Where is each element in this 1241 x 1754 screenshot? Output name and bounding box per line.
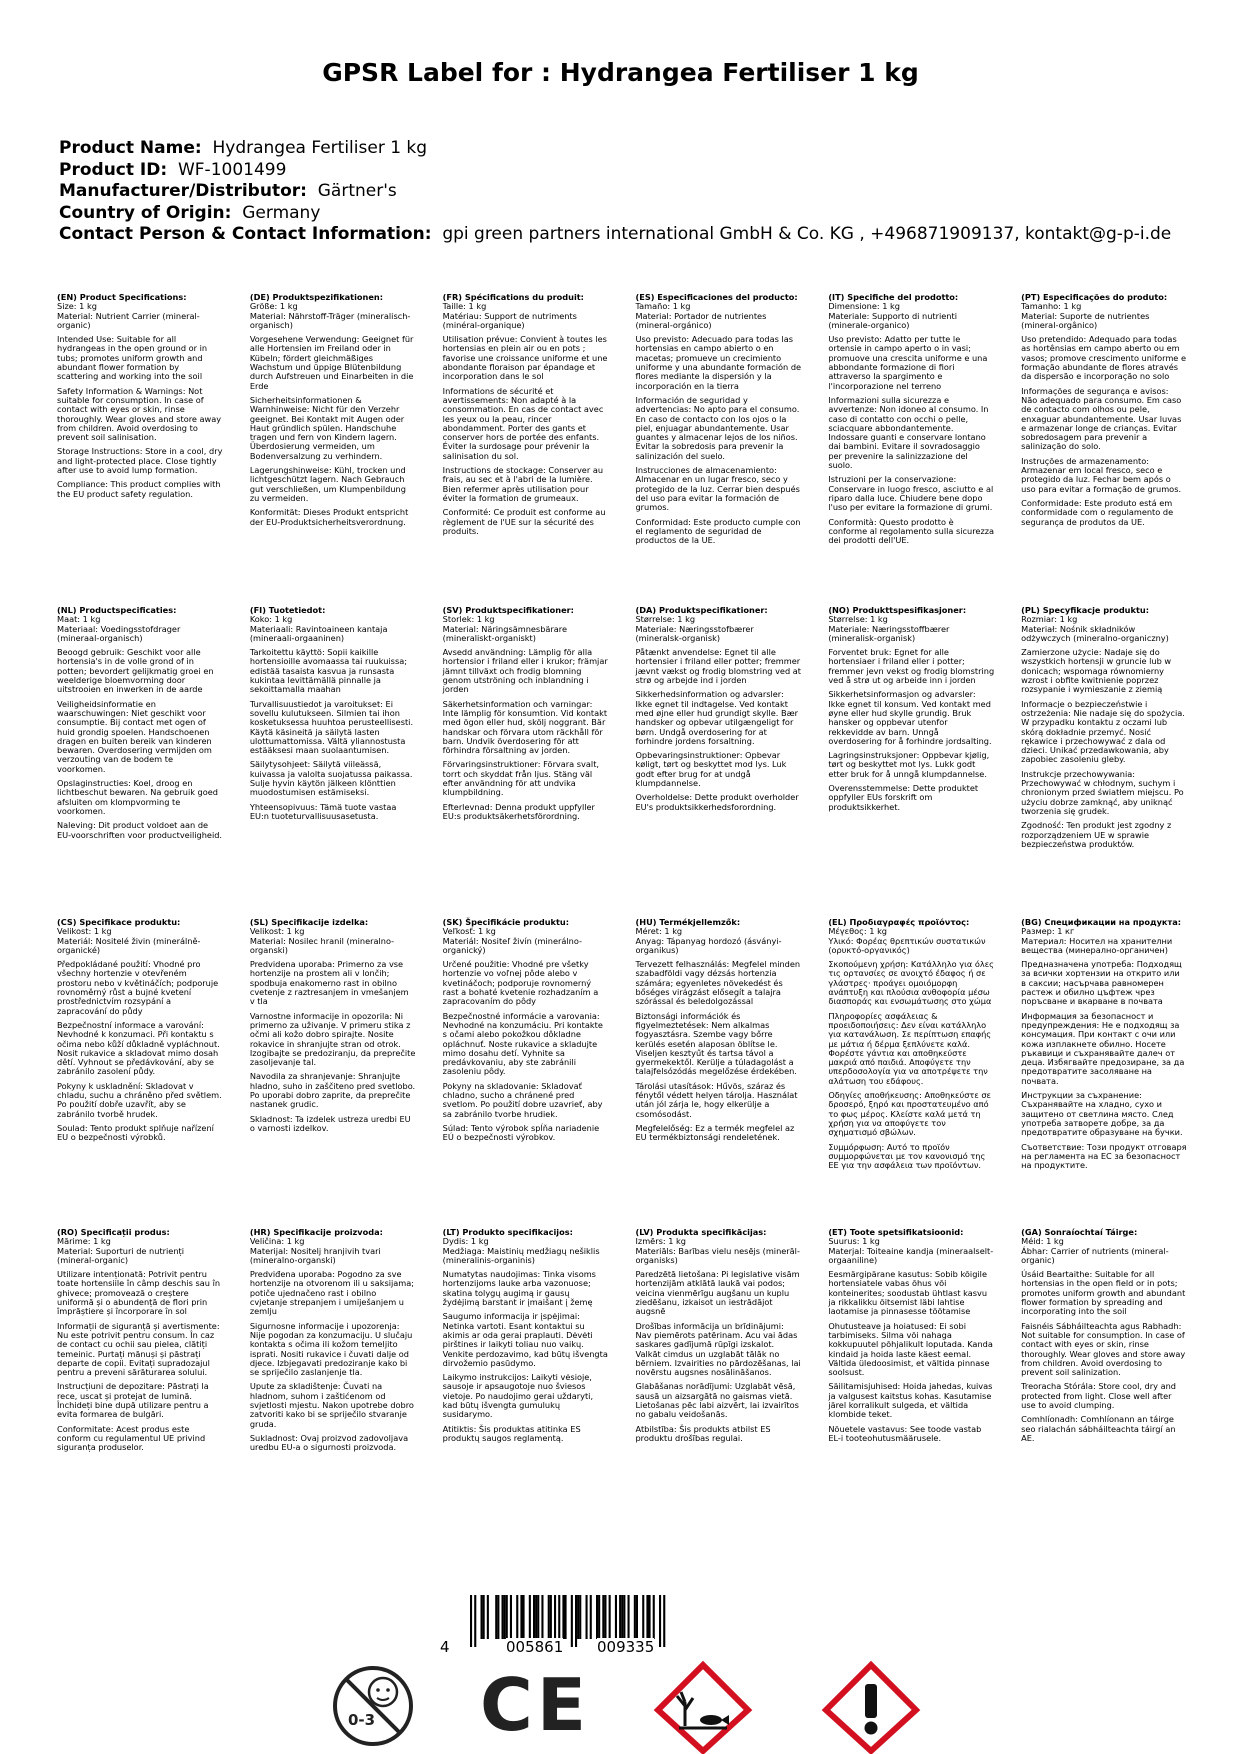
- language-block: [57, 293, 223, 550]
- language-block-paragraph: Maat: 1 kg: [57, 614, 101, 625]
- language-block-paragraph: Sikkerhedsinformation og advarsler: Ikke egnet til indtagelse. Ved kontakt med øjne eller hud grundigt skylle. Bær handsker og opbevar utilgængeligt for børn. Undgå overdosering for at forhindre jordens forsaltning.: [635, 689, 798, 746]
- language-block-paragraph: Predviđena uporaba: Pogodno za sve hortenzije na otvorenom ili u saksijama; potiče ujednačeno rast i obilno cvjetanje strepanjem i umiješanjem u zemlju: [249, 1269, 415, 1317]
- language-block-paragraph: Zgodność: Ten produkt jest zgodny z rozporządzeniem UE w sprawie bezpieczeństwa produktów.: [1021, 820, 1172, 849]
- language-blocks-row: [57, 606, 1187, 854]
- language-block-paragraph: Upute za skladištenje: Čuvati na hladnom, suhom i zaštićenom od svjetlosti mjestu. Nakon upotrebe dobro zatvoriti kako bi se spriječilo stvaranje gruda.: [249, 1381, 414, 1429]
- language-block-heading: (EL) Προδιαγραφές προϊόντος:: [828, 917, 970, 927]
- language-block-paragraph: Skladnost: Ta izdelek ustreza uredbi EU o varnosti izdelkov.: [249, 1113, 411, 1133]
- contact-value: gpi green partners international GmbH & Co. KG , +496871909137, kontakt@g-p-i.de: [442, 224, 1172, 244]
- language-block-paragraph: Material: Suporte de nutrientes (mineral-orgânico): [1021, 310, 1150, 330]
- manufacturer-row: [59, 181, 1171, 203]
- language-block-paragraph: Koko: 1 kg: [249, 614, 293, 625]
- language-block-paragraph: Sikkerhetsinformasjon og advarsler: Ikke egnet til konsum. Ved kontakt med øyne eller hud skylle grundig. Bruk hansker og oppbevar utenfor rekkevidde av barn. Unngå overdosering for å forhindre jordsalting.: [828, 689, 992, 746]
- language-block-paragraph: Υλικό: Φορέας θρεπτικών συστατικών (ορυκτό-οργανικός): [828, 935, 986, 955]
- language-block-paragraph: Veľkosť: 1 kg: [442, 926, 496, 937]
- language-block-paragraph: Съответствие: Този продукт отговаря на регламента на ЕС за безопасност на продуктите.: [1021, 1141, 1187, 1171]
- barcode-bar: [609, 1595, 611, 1639]
- language-block-paragraph: Sukladnost: Ovaj proizvod zadovoljava uredbu EU-a o sigurnosti proizvoda.: [249, 1432, 409, 1453]
- language-blocks-row: [57, 918, 1187, 1175]
- language-block-paragraph: Súlad: Tento výrobok spĺňa nariadenie EÚ o bezpečnosti výrobkov.: [442, 1122, 600, 1143]
- barcode-bar: [554, 1595, 556, 1639]
- language-block-paragraph: Medžiaga: Maistinių medžiagų nešiklis (mineralinis-organinis): [442, 1245, 600, 1265]
- language-block: [635, 606, 801, 854]
- language-block-paragraph: Μέγεθος: 1 kg: [828, 926, 888, 937]
- barcode-bar: [483, 1595, 485, 1639]
- language-block-paragraph: Materiaali: Ravintoaineen kantaja (mineraali-orgaaninen): [249, 623, 388, 643]
- language-block-paragraph: Lagringsinstruksjoner: Oppbevar kjølig, tørt og beskyttet mot lys. Lukk godt etter bruk for å unngå klumpdannelse.: [828, 750, 990, 779]
- language-block-paragraph: Lagerungshinweise: Kühl, trocken und lichtgeschützt lagern. Nach Gebrauch gut verschließen, um Klumpenbildung zu vermeiden.: [249, 465, 406, 503]
- language-block: [250, 1228, 416, 1458]
- language-block-heading: (GA) Sonraíochtaí Táirge:: [1021, 1227, 1138, 1237]
- language-block-paragraph: Предназначена употреба: Подходящ за всички хортензии на открито или в саксии; насърчава равномерен растеж и обилно цъфтеж чрез поръсване и вкарване в почвата: [1021, 959, 1182, 1007]
- language-block-paragraph: Soulad: Tento produkt splňuje nařízení EU o bezpečnosti výrobků.: [57, 1122, 214, 1143]
- manufacturer-label: Manufacturer/Distributor:: [59, 181, 307, 201]
- language-block-paragraph: Méid: 1 kg: [1021, 1236, 1064, 1247]
- barcode-bar: [596, 1595, 598, 1639]
- language-block-paragraph: Safety Information & Warnings: Not suitable for consumption. In case of contact with eyes or skin, rinse thoroughly. Wear gloves and store away from children. Avoid overdosing to prevent soil salinisation.: [57, 385, 222, 443]
- language-block-paragraph: Vorgesehene Verwendung: Geeignet für alle Hortensien im Freiland oder in Kübeln; fördert gleichmäßiges Wachstum und üppige Blütenbildung durch Aufstreuen und Einarbeiten in die Erde: [249, 334, 414, 391]
- language-block-paragraph: Conformité: Ce produit est conforme au règlement de l'UE sur la sécurité des produits.: [442, 507, 606, 536]
- barcode-bar: [571, 1595, 573, 1647]
- language-block: [828, 606, 994, 854]
- language-block: [1021, 918, 1187, 1175]
- language-block-paragraph: Navodila za shranjevanje: Shranjujte hladno, suho in zaščiteno pred svetlobo. Po uporabi dobro zaprite, da preprečite nastanek grudic.: [249, 1071, 416, 1110]
- language-block: [828, 1228, 994, 1458]
- language-block-paragraph: Izmērs: 1 kg: [635, 1236, 686, 1247]
- language-block-paragraph: Pokyny k uskladnění: Skladovat v chladu, suchu a chráněno před světlem. Po použití dobře uzavřít, aby se zabránilo tvorbě hrudek.: [57, 1080, 222, 1119]
- language-block-paragraph: Material: Nosilec hranil (mineralno-organski): [249, 935, 395, 955]
- language-block: [57, 1228, 223, 1458]
- language-block-heading: (PT) Especificações do produto:: [1021, 292, 1168, 302]
- language-block-paragraph: Påtænkt anvendelse: Egnet til alle hortensier i friland eller potter; fremmer jævnt vækst og frodig blomstring ved at strø og arbejde ind i jorden: [635, 647, 801, 686]
- language-block-heading: (HU) Termékjellemzők:: [635, 917, 741, 927]
- language-block-paragraph: Bezpečnostní informace a varování: Nevhodné k konzumaci. Při kontaktu s očima nebo kůží důkladně vypláchnout. Nosit rukavice a skladovat mimo dosah dětí. Vyhnout se předávkování, aby se zabránilo zasolení půdy.: [57, 1019, 220, 1077]
- language-block-paragraph: Turvallisuustiedot ja varoitukset: Ei sovellu kulutukseen. Silmien tai ihon kosketuksessa huuhtoa perusteellisesti. Käytä käsineitä ja säilytä lasten ulottumattomissa. Vältä yliannostusta estääksesi maan suolaantumisen.: [249, 698, 414, 756]
- language-block-paragraph: Información de seguridad y advertencias: No apto para el consumo. En caso de contacto con los ojos o la piel, enjuagar abundantemente. Usar guantes y almacenar lejos de los niños. Evitar la sobredosis para prevenir la salinización del suelo.: [635, 394, 800, 461]
- language-block-heading: (EN) Product Specifications:: [57, 292, 187, 302]
- language-block-paragraph: Drošības informācija un brīdinājumi: Nav piemērots patērinam. Acu vai ādas saskares gadījumā rūpīgi izskalot. Valkāt cimdus un uzglabāt tālāk no bērniem. Izvairities no pārdozēšanas, lai novērstu augsnes nosālināšanos.: [635, 1320, 801, 1378]
- language-block-paragraph: Instrucciones de almacenamiento: Almacenar en un lugar fresco, seco y protegido de la luz. Cerrar bien después del uso para evitar la formación de grumos.: [635, 465, 800, 513]
- ean-barcode: [440, 1595, 700, 1655]
- barcode-bar: [621, 1595, 623, 1639]
- language-block-paragraph: Materiale: Næringsstofbærer (mineralsk-organisk): [635, 623, 754, 643]
- barcode-first-digit: 4: [440, 1638, 450, 1656]
- language-block-heading: (NL) Productspecificaties:: [57, 605, 177, 615]
- language-block-paragraph: Avsedd användning: Lämplig för alla hortensior i friland eller i krukor; främjar jämnt tillväxt och frodig blomning genom utströning och inblandning i jorden: [442, 647, 608, 695]
- language-block-paragraph: Comhlíonadh: Comhlíonann an táirge seo rialachán sábháilteachta táirgí an AE.: [1021, 1414, 1176, 1443]
- document-title: GPSR Label for : Hydrangea Fertiliser 1 kg: [322, 58, 919, 87]
- language-block-paragraph: Sicherheitsinformationen & Warnhinweise: Nicht für den Verzehr geeignet. Bei Kontakt mit Augen oder Haut gründlich spülen. Handschuhe tragen und fern von Kindern lagern. Überdosierung vermeiden, um Bodenversalzung zu verhindern.: [249, 394, 405, 461]
- language-block-paragraph: Atbilstība: Šis produkts atbilst ES produktu drošības regulai.: [635, 1423, 771, 1443]
- language-block-paragraph: Uso previsto: Adatto per tutte le ortensie in campo aperto o in vasi; promuove una crescita uniforme e una abbondante formazione di fiori attraverso la spargimento e l'incorporazione nel terreno: [828, 334, 988, 391]
- language-block-paragraph: Informații de siguranță și avertismente: Nu este potrivit pentru consum. În caz de contact cu ochii sau pielea, clătiți temeinic. Purtați mănuși și păstrați departe de copii. Evitați supradozajul pentru a preveni sărăturarea solului.: [57, 1320, 220, 1378]
- language-block-heading: (SK) Špecifikácie produktu:: [442, 917, 569, 927]
- language-block-paragraph: Efterlevnad: Denna produkt uppfyller EU:s produktsäkerhetsförordning.: [442, 801, 595, 821]
- language-block: [250, 918, 416, 1175]
- barcode-left-digits: 005861: [506, 1638, 564, 1656]
- language-block-paragraph: Storage Instructions: Store in a cool, dry and light-protected place. Close tightly after use to avoid lump formation.: [57, 446, 223, 476]
- barcode-bar: [502, 1595, 504, 1639]
- barcode-bar: [497, 1595, 499, 1639]
- language-block-paragraph: Информация за безопасност и предупреждения: Не е подходящ за консумация. При контакт с очи или кожа изплакнете обилно. Носете ръкавици и съхранявайте далеч от деца. Избягвайте предозиране, за да предотвратите засоляване на почвата.: [1021, 1010, 1185, 1086]
- barcode-bar: [550, 1595, 552, 1639]
- language-block-paragraph: Zamierzone użycie: Nadaje się do wszystkich hortensji w gruncie lub w donicach; wspomaga równomierny wzrost i obfite kwitnienie poprzez rozsypanie i wymieszanie z ziemią: [1021, 647, 1172, 695]
- product-id-label: Product ID:: [59, 159, 168, 180]
- language-block: [635, 293, 801, 550]
- language-block-paragraph: Material: Suporturi de nutrienți (mineral-organic): [57, 1245, 185, 1265]
- language-block-paragraph: Material: Nährstoff-Träger (mineralisch-organisch): [249, 310, 411, 330]
- language-block-paragraph: Matériau: Support de nutriments (minéral-organique): [442, 310, 577, 330]
- language-block-paragraph: Informacje o bezpieczeństwie i ostrzeżenia: Nie nadaje się do spożycia. W przypadku kontaktu z oczami lub skórą dokładnie przemyć. Nosić rękawice i przechowywać z dala od dzieci. Unikać przedawkowania, aby zapobiec zasoleniu gleby.: [1021, 698, 1185, 765]
- language-block-paragraph: Dydis: 1 kg: [442, 1236, 489, 1247]
- barcode-bar: [541, 1595, 543, 1639]
- language-block: [1021, 606, 1187, 854]
- language-block: [1021, 293, 1187, 550]
- language-block-paragraph: Materjal: Toiteaine kandja (mineraalselt-orgaaniline): [828, 1245, 994, 1265]
- language-block-paragraph: Úsáid Beartaithe: Suitable for all hortensias in the open field or in pots; promotes uniform growth and abundant flower formation by spreading and incorporating into the soil: [1021, 1269, 1186, 1317]
- language-block-paragraph: Předpokládané použití: Vhodné pro všechny hortenzie v otevřeném prostoru nebo v květináčích; podporuje rovnoměrný růst a bujné kvetení prostřednictvím rozsypání a zapracování do půdy: [57, 959, 219, 1016]
- language-block-heading: (ET) Toote spetsifikatsioonid:: [828, 1227, 964, 1237]
- language-block-paragraph: Yhteensopivuus: Tämä tuote vastaa EU:n tuoteturvallisuusasetusta.: [249, 801, 397, 821]
- language-block-paragraph: Instructions de stockage: Conserver au frais, au sec et à l'abri de la lumière. Bien refermer après utilisation pour éviter la formation de grumeaux.: [442, 465, 604, 503]
- language-block-paragraph: Conformitate: Acest produs este conform cu regulamentul UE privind siguranța produselor.: [57, 1423, 206, 1453]
- language-block-paragraph: Megfelelőség: Ez a termék megfelel az EU termékbiztonsági rendeletének.: [635, 1122, 795, 1143]
- language-block-paragraph: Συμμόρφωση: Αυτό το προϊόν συμμορφώνεται με τον κανονισμό της ΕΕ για την ασφάλεια των προϊόντων.: [828, 1141, 986, 1171]
- language-block-paragraph: Suurus: 1 kg: [828, 1236, 880, 1247]
- language-block-paragraph: Tarkoitettu käyttö: Sopii kaikille hortensioille avomaassa tai ruukuissa; edistää tasaista kasvua ja runsasta kukintaa levittämällä pinnalle ja sekoittamalla maahan: [249, 647, 407, 695]
- barcode-bar: [506, 1595, 508, 1639]
- language-block-paragraph: Eesmärgipärane kasutus: Sobib kõigile hortensiatele vabas õhus või konteinerites; soodustab ühtlast kasvu ja rikkalikku õitsemist läbi lahtise laotamise ja pinnasesse töötamise: [828, 1269, 988, 1317]
- barcode-bar: [516, 1595, 518, 1639]
- barcode-bar: [481, 1595, 483, 1639]
- barcode-bar: [663, 1595, 665, 1647]
- language-block-paragraph: Материал: Носител на хранителни вещества (минерално-органичен): [1021, 935, 1173, 955]
- language-block-paragraph: Instrukcje przechowywania: Przechowywać w chłodnym, suchym i chronionym przed światłem miejscu. Po użyciu dobrze zamknąć, aby uniknąć tworzenia się grudek.: [1021, 768, 1184, 816]
- barcode-bar: [537, 1595, 539, 1639]
- language-block-paragraph: Material: Näringsämnesbärare (mineraliskt-organiskt): [442, 623, 568, 643]
- product-name-value: Hydrangea Fertiliser 1 kg: [212, 138, 428, 158]
- language-block-heading: (SV) Produktspecifikationer:: [442, 605, 574, 615]
- language-block: [57, 606, 223, 854]
- language-block-paragraph: Utilisation prévue: Convient à toutes les hortensias en plein air ou en pots ; favorise une croissance uniforme et une abondante floraison par épandage et incorporation dans le sol: [442, 334, 608, 382]
- barcode-bar: [523, 1595, 525, 1639]
- language-block-heading: (LV) Produkta specifikācijas:: [635, 1227, 767, 1237]
- barcode-bar: [510, 1595, 512, 1639]
- age-range-text: 0-3: [348, 1711, 376, 1729]
- language-block: [635, 1228, 801, 1458]
- language-block-paragraph: Anyag: Tápanyag hordozó (ásványi-organikus): [635, 935, 782, 955]
- barcode-bar: [590, 1595, 592, 1639]
- language-block-paragraph: Инструкции за съхранение: Съхранявайте на хладно, сухо и защитено от светлина място. След употреба затворете добре, за да предотвратите образуване на бучки.: [1021, 1090, 1183, 1138]
- barcode-bar: [623, 1595, 625, 1639]
- language-block-paragraph: Beoogd gebruik: Geschikt voor alle hortensia's in de volle grond of in potten; bevordert gelijkmatig groei en weelderige bloemvorming door uitstrooien en inwerken in de aarde: [57, 647, 214, 695]
- language-block-heading: (LT) Produkto specifikacijos:: [442, 1227, 573, 1237]
- language-block-paragraph: Paredzētā lietošana: Pi legislative visām hortenzijām atklātā laukā vai podos; veicina vienmērīgu augšanu un kuplu ziedēšanu, izkaisot un iestrādājot augsnē: [635, 1269, 800, 1317]
- language-block-paragraph: Uso pretendido: Adequado para todas as hortênsias em campo aberto ou em vasos; promove crescimento uniforme e formação abundante de flores através da dispersão e incorporação no solo: [1021, 334, 1186, 382]
- language-block-paragraph: Οδηγίες αποθήκευσης: Αποθηκεύστε σε δροσερό, ξηρό και προστατευμένο από το φως μέρος. Κλείστε καλά μετά τη χρήση για να αποφύγετε τον σχηματισμό σβώλων.: [828, 1090, 991, 1138]
- language-block-paragraph: Tamanho: 1 kg: [1021, 301, 1082, 312]
- language-block-paragraph: Numatytas naudojimas: Tinka visoms hortenzijoms lauke arba vazonuose; skatina tolygų augimą ir gausų žydėjimą barstant ir įmaišant į žemę: [442, 1269, 596, 1308]
- language-block: [443, 1228, 609, 1458]
- language-block-paragraph: Πληροφορίες ασφάλειας & προειδοποιήσεις: Δεν είναι κατάλληλο για κατανάλωση. Σε περίπτωση επαφής με μάτια ή δέρμα ξεπλύνετε καλά. Φορέστε γάντια και αποθηκεύστε μακριά από παιδιά. Αποφύγετε την υπερδοσολογία για να αποτρέψετε την αλάτωση του εδάφους.: [828, 1010, 992, 1086]
- barcode-bar: [579, 1595, 581, 1639]
- barcode-bar: [533, 1595, 535, 1639]
- barcode-bar: [649, 1595, 651, 1639]
- language-block-paragraph: Bezpečnostné informácie a varovania: Nevhodné na konzumáciu. Pri kontakte s očami alebo pokožkou dôkladne opláchnuť. Noste rukavice a skladujte mimo dosahu detí. Vyhnite sa predávkovaniu, aby ste zabránili zasoleniu pôdy.: [442, 1010, 603, 1077]
- language-block-heading: (FI) Tuotetiedot:: [249, 605, 326, 615]
- language-block: [1021, 1228, 1187, 1458]
- barcode-bar: [548, 1595, 550, 1639]
- barcode-bar: [615, 1595, 617, 1639]
- product-id-row: [59, 160, 1171, 182]
- language-block-paragraph: Tamaño: 1 kg: [635, 301, 691, 312]
- language-block-heading: (CS) Specifikace produktu:: [57, 917, 181, 927]
- barcode-bar: [586, 1595, 588, 1639]
- language-block-paragraph: Overensstemmelse: Dette produktet oppfyller EUs forskrift om produktsikkerhet.: [828, 783, 979, 812]
- language-block-heading: (NO) Produkttspesifikasjoner:: [828, 605, 967, 615]
- barcode-bar: [504, 1595, 506, 1639]
- language-block-paragraph: Overholdelse: Dette produkt overholder EU's produktsikkerhedsforordning.: [635, 792, 799, 812]
- language-block-paragraph: Varnostne informacije in opozorila: Ni primerno za uživanje. V primeru stika z očmi ali kožo dobro spirajte. Nosite rokavice in shranjujte stran od otrok. Izogibajte se predoziranju, da preprečite zasoljevanje tal.: [249, 1010, 416, 1068]
- language-block-paragraph: Velikost: 1 kg: [57, 926, 112, 937]
- language-block: [828, 293, 994, 550]
- language-block: [828, 918, 994, 1175]
- language-block-paragraph: Velikost: 1 kg: [249, 926, 305, 937]
- barcode-bar: [470, 1595, 472, 1647]
- barcode-bar: [628, 1595, 630, 1639]
- language-block-paragraph: Säkerhetsinformation och varningar: Inte lämplig för konsumtion. Vid kontakt med ögon eller hud, skölj noggrant. Bär handskar och förvara utom räckhåll för barn. Undvik överdosering för att förhindra försaltning av jorden.: [442, 698, 608, 756]
- barcode-bar: [619, 1595, 621, 1639]
- environment-hazard-pictogram-icon: [655, 1662, 751, 1754]
- language-block-paragraph: Säilytysohjeet: Säilytä viileässä, kuivassa ja valolta suojatussa paikassa. Sulje hyvin käytön jälkeen klönttien muodostumisen estämiseksi.: [249, 759, 413, 798]
- language-block-paragraph: Förvaringsinstruktioner: Förvara svalt, torrt och skyddat från ljus. Stäng väl efter användning för att undvika klumpbildning.: [442, 759, 600, 798]
- language-block-paragraph: Treoracha Stórála: Store cool, dry and protected from light. Close well after use to avoid clumping.: [1021, 1381, 1176, 1411]
- barcode-bar: [487, 1595, 489, 1639]
- language-block: [443, 293, 609, 550]
- barcode-bar: [535, 1595, 537, 1639]
- barcode-bar: [577, 1595, 579, 1639]
- barcode-bar: [636, 1595, 638, 1639]
- language-block-heading: (IT) Specifiche del prodotto:: [828, 292, 959, 302]
- language-block-paragraph: Materiał: Nośnik składników odżywczych (mineralno-organiczny): [1021, 623, 1169, 643]
- language-block-paragraph: Rozmiar: 1 kg: [1021, 614, 1078, 625]
- language-block: [250, 293, 416, 550]
- language-block-paragraph: Conformidade: Este produto está em conformidade com o regulamento de segurança de produtos da UE.: [1021, 497, 1174, 527]
- language-block-paragraph: Tárolási utasítások: Hűvös, száraz és fénytől védett helyen tárolja. Használat után jól zárja le, hogy elkerülje a csomósodást.: [635, 1080, 798, 1119]
- language-block-paragraph: Størrelse: 1 kg: [635, 614, 696, 625]
- barcode-right-digits: 009335: [597, 1638, 655, 1656]
- language-block-paragraph: Materiaal: Voedingsstofdrager (mineraal-organisch): [57, 623, 181, 643]
- language-block-paragraph: Opbevaringsinstruktioner: Opbevar køligt, tørt og beskyttet mod lys. Luk godt efter brug for at undgå klumpdannelse.: [635, 750, 787, 789]
- language-block-paragraph: Size: 1 kg: [57, 301, 97, 312]
- language-block-paragraph: Säilitamisjuhised: Hoida jahedas, kuivas ja valgusest kaitstus kohas. Kasutamise järel korralikult sulgeda, et vältida klombide teket.: [828, 1381, 993, 1420]
- language-block-paragraph: Σκοπούμενη χρήση: Κατάλληλο για όλες τις ορτανσίες σε ανοιχτό έδαφος ή σε γλάστρες· προάγει ομοιόμορφη ανάπτυξη και πλούσια ανθοφορία μέσω διασποράς και ενσωμάτωσης στο χώμα: [828, 959, 994, 1007]
- language-block-paragraph: Predvidena uporaba: Primerno za vse hortenzije na prostem ali v lončih; spodbuja enakomerno rast in obilno cvetenje z raztresanjem in vmešanjem v tla: [249, 959, 409, 1007]
- language-block-paragraph: Materiál: Nositelé živin (minerálně-organické): [57, 935, 201, 955]
- language-block-paragraph: Instrucțiuni de depozitare: Păstrați la rece, uscat și protejat de lumină. Închideți bine după utilizare pentru a evita formarea de bulgări.: [57, 1381, 209, 1420]
- language-block-paragraph: Uso previsto: Adecuado para todas las hortensias en campo abierto o en macetas; promueve un crecimiento uniforme y una abundante formación de flores mediante la dispersión y la incorporación en la tierra: [635, 334, 802, 391]
- country-value: Germany: [242, 202, 321, 223]
- language-block-heading: (ES) Especificaciones del producto:: [635, 292, 798, 302]
- barcode-bar: [558, 1595, 560, 1639]
- language-blocks-row: [57, 1228, 1187, 1458]
- safety-symbols: [0, 1662, 1241, 1754]
- barcode-bar: [604, 1595, 606, 1639]
- language-block-paragraph: Ohutusteave ja hoiatused: Ei sobi tarbimiseks. Silma või nahaga kokkupuutel põhjalikult loputada. Kanda kindaid ja hoida laste käest eemal. Vältida üledoosimist, et vältida pinnase soolsust.: [828, 1320, 993, 1378]
- ce-mark-icon: [479, 1662, 591, 1747]
- barcode-bar: [529, 1595, 531, 1639]
- language-block-paragraph: Mărime: 1 kg: [57, 1236, 111, 1247]
- barcode-bar: [634, 1595, 636, 1639]
- barcode-bar: [562, 1595, 564, 1639]
- language-block-paragraph: Størrelse: 1 kg: [828, 614, 888, 625]
- language-block-paragraph: Conformidad: Este producto cumple con el reglamento de seguridad de productos de la UE.: [635, 516, 801, 546]
- language-block: [635, 918, 801, 1175]
- language-block-paragraph: Veličina: 1 kg: [249, 1236, 305, 1247]
- language-block: [250, 606, 416, 854]
- not-for-children-0-3-icon: [331, 1662, 415, 1750]
- language-block: [443, 606, 609, 854]
- barcode-bar: [653, 1595, 655, 1639]
- product-id-value: WF-1001499: [177, 159, 287, 180]
- barcode-bar: [495, 1595, 497, 1639]
- language-block-paragraph: Materiāls: Barības vielu nesējs (minerāl-organisks): [635, 1245, 800, 1265]
- barcode-bar: [598, 1595, 600, 1639]
- product-name-label: Product Name:: [59, 138, 202, 158]
- language-block-paragraph: Storlek: 1 kg: [442, 614, 495, 625]
- language-blocks-row: [57, 293, 1187, 550]
- language-block-heading: (BG) Спецификации на продукта:: [1021, 917, 1182, 927]
- language-block-paragraph: Veiligheidsinformatie en waarschuwingen: Niet geschikt voor consumptie. Bij contact met ogen of huid grondig spoelen. Handschoenen dragen en buiten bereik van kinderen bewaren. Overdosering vermijden om verzouting van de bodem te voorkomen.: [57, 698, 212, 774]
- language-block-paragraph: Informazioni sulla sicurezza e avvertenze: Non idoneo al consumo. In caso di contatto con occhi o pelle, sciacquare abbondantemente. Indossare guanti e conservare lontano dai bambini. Evitare il sovradosaggio per prevenire la salinizzazione del suolo.: [828, 394, 989, 471]
- language-block-paragraph: Material: Nutrient Carrier (mineral-organic): [57, 310, 200, 330]
- country-row: [59, 203, 1171, 225]
- language-block-paragraph: Nõuetele vastavus: See toode vastab EL-i tooteohutusmäärusele.: [828, 1423, 982, 1443]
- barcode-bar: [642, 1595, 644, 1639]
- language-block-heading: (FR) Spécifications du produit:: [442, 292, 584, 302]
- language-block-heading: (DE) Produktspezifikationen:: [249, 292, 383, 302]
- language-block-paragraph: Určené použitie: Vhodné pre všetky hortenzie vo voľnej pôde alebo v kvetináčoch; podporuje rovnomerný rast a bohaté kvetenie rozhadzaním a zapracovaním do pôdy: [442, 959, 599, 1007]
- language-block-paragraph: Dimensione: 1 kg: [828, 301, 900, 312]
- language-block-paragraph: Naleving: Dit product voldoet aan de EU-voorschriften voor productveiligheid.: [57, 820, 223, 840]
- language-block-paragraph: Atitiktis: Šis produktas atitinka ES produktų saugos reglamentą.: [442, 1423, 581, 1443]
- language-block-paragraph: Laikymo instrukcijos: Laikyti vėsioje, sausoje ir apsaugotoje nuo šviesos vietoje. Po naudojimo gerai uždaryti, kad būtų išvengta gumulukų susidarymo.: [442, 1372, 594, 1420]
- language-block-paragraph: Conformità: Questo prodotto è conforme al regolamento sulla sicurezza dei prodotti dell'UE.: [828, 516, 995, 546]
- language-block-paragraph: Informações de segurança e avisos: Não adequado para consumo. Em caso de contacto com olhos ou pele, enxaguar abundantemente. Usar luvas e armazenar longe de crianças. Evitar sobredosagem para prevenir a salinização do solo.: [1021, 385, 1182, 452]
- barcode-bar: [520, 1595, 522, 1639]
- language-block-paragraph: Informations de sécurité et avertissements: Non adapté à la consommation. En cas de contact avec les yeux ou la peau, rincer abondamment. Porter des gants et conserver hors de portée des enfants. Éviter la surdosage pour prévenir la salinisation du sol.: [442, 385, 604, 461]
- language-block-paragraph: Méret: 1 kg: [635, 926, 683, 937]
- language-block-paragraph: Forventet bruk: Egnet for alle hortensiaer i friland eller i potter; fremmer jevn vekst og frodig blomstring ved å strø ut og arbeide inn i jorden: [828, 647, 995, 686]
- contact-label: Contact Person & Contact Information:: [59, 224, 432, 244]
- barcode-bar: [659, 1595, 661, 1647]
- language-block-paragraph: Размер: 1 кг: [1021, 926, 1075, 937]
- language-block-paragraph: Materijal: Nositelj hranjivih tvari (mineralno-organski): [249, 1245, 381, 1265]
- language-block-paragraph: Taille: 1 kg: [442, 301, 487, 312]
- language-block-paragraph: Tervezett felhasználás: Megfelel minden szabadföldi vagy dézsás hortenzia számára; egyenletes növekedést és bőséges virágzást elősegít a talajra szórással és beledolgozással: [635, 959, 801, 1007]
- barcode-bar: [565, 1595, 567, 1639]
- language-block-paragraph: Utilizare intenționată: Potrivit pentru toate hortensiile în câmp deschis sau în ghivece; promovează o creștere uniformă și o abundență de flori prin împrăștiere și încorporare în sol: [57, 1269, 221, 1317]
- language-block-paragraph: Compliance: This product complies with the EU product safety regulation.: [57, 479, 221, 499]
- language-block-paragraph: Materiale: Supporto di nutrienti (minerale-organico): [828, 310, 957, 330]
- language-block-paragraph: Opslaginstructies: Koel, droog en lichtbeschut bewaren. Na gebruik goed afsluiten om klompvorming te voorkomen.: [57, 778, 218, 816]
- language-block-paragraph: Größe: 1 kg: [249, 301, 298, 312]
- exclamation-hazard-pictogram-icon: [823, 1662, 919, 1754]
- language-block-heading: (HR) Specifikacije proizvoda:: [249, 1227, 383, 1237]
- language-block-paragraph: Ábhar: Carrier of nutrients (mineral-organic): [1021, 1245, 1169, 1265]
- product-info: [59, 138, 1171, 246]
- language-block: [443, 918, 609, 1175]
- language-block-paragraph: Instruções de armazenamento: Armazenar em local fresco, seco e protegido da luz. Fechar bem após o uso para evitar a formação de grumos.: [1021, 455, 1182, 494]
- language-block-paragraph: Istruzioni per la conservazione: Conservare in luogo fresco, asciutto e al riparo dalla luce. Chiudere bene dopo l'uso per evitare la formazione di grumi.: [828, 474, 994, 513]
- language-block-paragraph: Materiale: Næringsstoffbærer (mineralisk-organisk): [828, 623, 950, 643]
- language-block-paragraph: Intended Use: Suitable for all hydrangeas in the open ground or in tubs; promotes uniform growth and abundant flower formation by scattering and working into the soil: [57, 334, 208, 382]
- barcode-bar: [646, 1595, 648, 1639]
- country-label: Country of Origin:: [59, 202, 232, 223]
- language-block-paragraph: Pokyny na skladovanie: Skladovať chladno, sucho a chránené pred svetlom. Po použití dobre uzavrieť, aby sa zabránilo tvorbe hrudiek.: [442, 1080, 603, 1119]
- language-block-heading: (PL) Specyfikacje produktu:: [1021, 605, 1149, 615]
- language-block-paragraph: Materiál: Nositeľ živín (minerálno-organický): [442, 935, 582, 955]
- barcode-bar: [474, 1595, 476, 1647]
- product-name-row: [59, 138, 1171, 160]
- language-block: [57, 918, 223, 1175]
- manufacturer-value: Gärtner's: [317, 181, 397, 201]
- contact-row: [59, 224, 1171, 246]
- language-block-paragraph: Biztonsági információk és figyelmeztetések: Nem alkalmas fogyasztásra. Szembe vagy bőrre kerülés esetén alaposan öblítse le. Viseljen kesztyűt és tartsa távol a gyermekektől. Kerülje a túladagolást a talajfelsózódás megelőzése érdekében.: [635, 1010, 797, 1077]
- language-block-heading: (DA) Produktspecifikationer:: [635, 605, 768, 615]
- language-block-paragraph: Faisnéis Sábháilteachta agus Rabhadh: Not suitable for consumption. In case of contact with eyes or skin, rinse thoroughly. Wear gloves and store away from children. Avoid overdosing to prevent soil salinization.: [1021, 1320, 1186, 1378]
- barcode-bar: [602, 1595, 604, 1639]
- language-block-paragraph: Sigurnosne informacije i upozorenja: Nije pogodan za konzumaciju. U slučaju kontakta s očima ili kožom temeljito isprati. Nositi rukavice i čuvati dalje od djece. Izbjegavati predoziranje kako bi se spriječilo zaslanjenje tla.: [249, 1320, 413, 1378]
- language-block-paragraph: Saugumo informacija ir įspėjimai: Netinka vartoti. Esant kontaktui su akimis ar oda gerai praplauti. Dėvėti pirštines ir laikyti toliau nuo vaikų. Venkite perdozavimo, kad būtų išvengta dirvožemio pasūdymo.: [442, 1311, 608, 1368]
- language-block-paragraph: Konformität: Dieses Produkt entspricht der EU-Produktsicherheitsverordnung.: [249, 507, 409, 527]
- language-block-paragraph: Glabāšanas norādījumi: Uzglabāt vēsā, sausā un aizsargātā no gaismas vietā. Lietošanas pēc labi aizvērt, lai izvairītos no gabalu veidošanās.: [635, 1381, 799, 1420]
- barcode-bar: [575, 1595, 577, 1647]
- language-block-heading: (RO) Specificații produs:: [57, 1227, 170, 1237]
- language-block-paragraph: Material: Portador de nutrientes (mineral-orgánico): [635, 310, 767, 330]
- ce-mark-text: CE: [479, 1663, 591, 1747]
- language-block-heading: (SL) Specifikacije izdelka:: [249, 917, 369, 927]
